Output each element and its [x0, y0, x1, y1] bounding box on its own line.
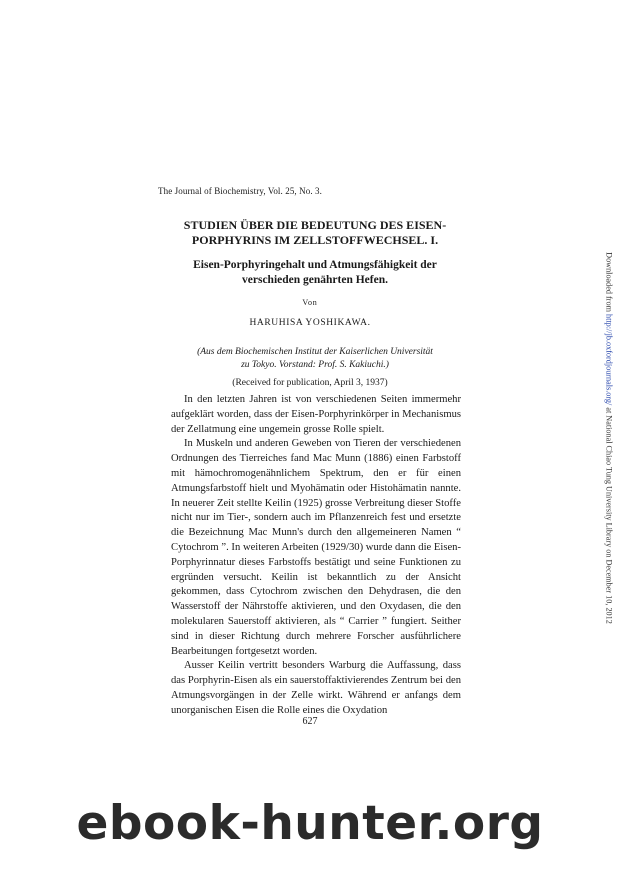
page-number: 627	[302, 716, 318, 727]
journal-citation: The Journal of Biochemistry, Vol. 25, No. 3.	[158, 186, 322, 196]
side-note-prefix: Downloaded from	[604, 252, 614, 315]
affiliation-line-2: zu Tokyo. Vorstand: Prof. S. Kakiuchi.)	[241, 360, 389, 370]
article-subtitle-line-2: verschieden genährten Hefen.	[242, 274, 388, 286]
article-title-line-2: PORPHYRINS IM ZELLSTOFFWECHSEL. I.	[191, 233, 439, 247]
article-title-line-1: STUDIEN ÜBER DIE BEDEUTUNG DES EISEN-	[183, 218, 447, 232]
body-paragraph-3: Ausser Keilin vertritt besonders Warburg die Auffassung, dass das Porphyrin-Eisen als ein sauerstoffaktivierendes Zentrum bei den Atmungsvorgängen in der Zelle wirkt. Während er anfangs dem unorganischen Eisen die Rolle eines die Oxydation	[171, 660, 461, 716]
article-subtitle	[140, 258, 490, 288]
article-subtitle-line-1: Eisen-Porphyringehalt und Atmungsfähigkeit der	[193, 259, 437, 271]
body-paragraph-2: In Muskeln und anderen Geweben von Tieren der verschiedenen Ordnungen des Tierreiches fand Mac Munn (1886) einen Farbstoff mit hämochromogenähnlichem Spektrum, den er für einen Atmungsfarbstoff hielt und Myohämatin oder Histohämatin nannte. In neuerer Zeit stellte Keilin (1925) grosse Verbreitung dieser Stoffe nicht nur im Tier-, sondern auch im Pflanzenreich fest und ersetzte die Bezeichnung Mac Munn's durch den allgemeineren Namen “ Cytochrom ”. In weiteren Arbeiten (1929/30) wurde dann die Eisen-Porphyrinnatur dieses Farbstoffs bestätigt und seine Funktionen zu ergründen versucht. Keilin ist bekanntlich zu der Ansicht gekommen, dass Cytochrom zwischen den Dehydrasen, die den Wasserstoff der Nährstoffe aktivieren, und den Oxydasen, die den molekularen Sauerstoff aktivieren, als “ Carrier ” fungiert. Seither sind in dieser Richtung durch mehrere Forscher ausführlichere Bearbeitungen fortgesetzt worden.	[171, 438, 461, 657]
watermark-logo: ebook-hunter.org	[76, 796, 544, 851]
side-note-suffix: at National Chiao Tung University Library on December 10, 2012	[604, 405, 614, 624]
affiliation-line-1: (Aus dem Biochemischen Institut der Kaiserlichen Universität	[197, 347, 433, 357]
author-name: HARUHISA YOSHIKAWA.	[249, 318, 371, 328]
body-text	[171, 393, 461, 719]
received-date: (Received for publication, April 3, 1937)	[232, 378, 388, 388]
download-side-note	[605, 252, 614, 624]
side-note-link[interactable]: http://jb.oxfordjournals.org/	[604, 314, 614, 406]
body-paragraph-1: In den letzten Jahren ist von verschiedenen Seiten immermehr aufgeklärt worden, dass der Eisen-Porphyrinkörper in Mechanismus der Zellatmung eine ungemein grosse Rolle spielt.	[171, 394, 461, 435]
author-affiliation	[150, 346, 480, 372]
byline-label: Von	[302, 298, 318, 307]
article-title	[140, 218, 490, 248]
